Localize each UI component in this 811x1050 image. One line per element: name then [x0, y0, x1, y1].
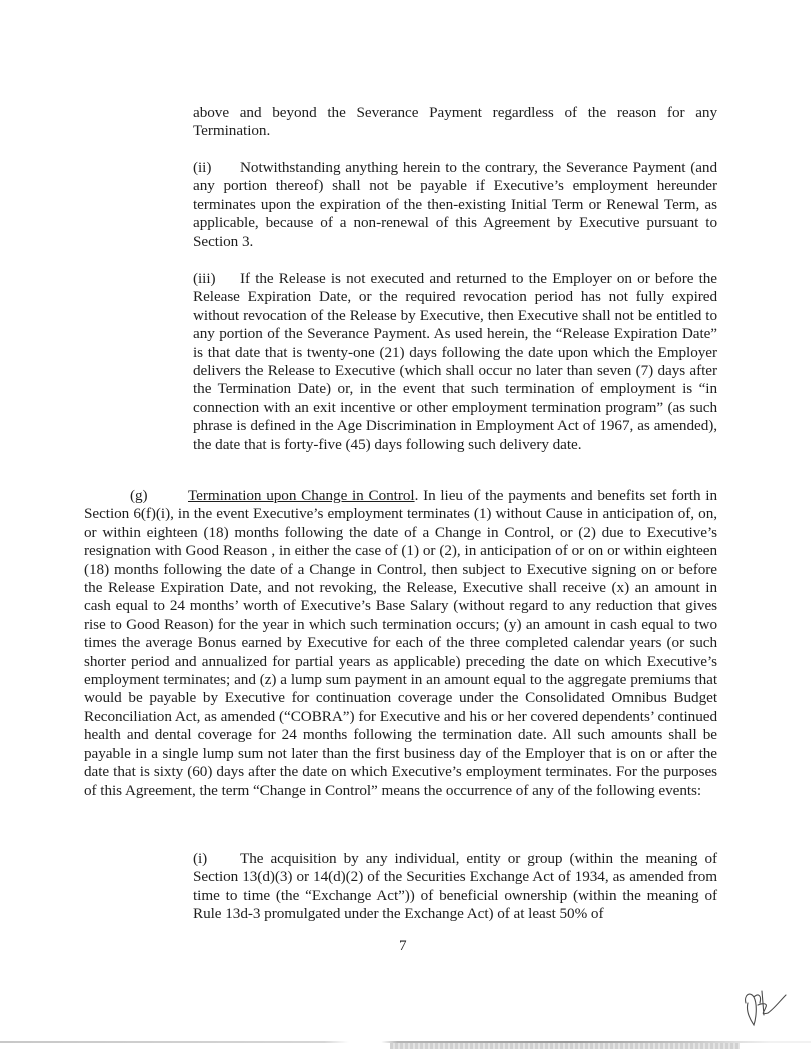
paragraph-label: (i) — [193, 850, 208, 867]
paragraph-i — [193, 850, 717, 924]
paragraph-label: (ii) — [193, 159, 212, 176]
paragraph-label: (iii) — [193, 270, 216, 287]
paragraph-text: . In lieu of the payments and benefits set forth in Section 6(f)(i), in the event Executive’s employment terminates (1) without Cause in anticipation of, on, or within eighteen (18) months following the date of a Change in Control, or (2) due to Executive’s resignation with Good Reason , in either the case of (1) or (2), in anticipation of or on or within eighteen (18) months following the date of a Change in Control, then subject to Executive signing on or before the Release Expiration Date, and not revoking, the Release, Executive shall receive (x) an amount in cash equal to 24 months’ worth of Executive’s Base Salary (without regard to any reduction that gives rise to Good Reason) for the year in which such termination occurs; (y) an amount in cash equal to two times the average Bonus earned by Executive for each of the three completed calendar years (or such shorter period and annualized for partial years as applicable) preceding the date on which Executive’s employment terminates; and (z) a lump sum payment in an amount equal to the aggregate premiums that would be payable by Executive for continuation coverage under the Consolidated Omnibus Budget Reconciliation Act, as amended (“COBRA”) for Executive and his or her covered dependents’ continued health and dental coverage for 24 months following the termination date. All such amounts shall be payable in a single lump sum not later than the first business day of the Employer that is on or after the date that is sixty (60) days after the date on which Executive’s employment terminates. For the purposes of this Agreement, the term “Change in Control” means the occurrence of any of the following events: — [84, 487, 717, 799]
paragraph-ii — [193, 159, 717, 251]
section-heading: Termination upon Change in Control — [188, 487, 415, 504]
paragraph-text: Notwithstanding anything herein to the contrary, the Severance Payment (and any portion thereof) shall not be payable if Executive’s employment hereunder terminates upon the expiration of the then-existing Initial Term or Renewal Term, as applicable, because of a non-renewal of this Agreement by Executive pursuant to Section 3. — [193, 159, 717, 250]
paragraph-continuation — [193, 104, 717, 141]
signature-initials-icon — [740, 985, 790, 1030]
paragraph-text: The acquisition by any individual, entity or group (within the meaning of Section 13(d)(3) or 14(d)(2) of the Securities Exchange Act of 1934, as amended from time to time (the “Exchange Act”)) of beneficial ownership (within the meaning of Rule 13d-3 promulgated under the Exchange Act) of at least 50% of — [193, 850, 717, 923]
paragraph-label: (g) — [130, 487, 148, 504]
paragraph-text: If the Release is not executed and returned to the Employer on or before the Release Expiration Date, or the required revocation period has not fully expired without revocation of the Release by Executive, then Executive shall not be entitled to any portion of the Severance Payment. As used herein, the “Release Expiration Date” is that date that is twenty-one (21) days following the date upon which the Employer delivers the Release to Executive (which shall occur no later than seven (7) days after the Termination Date) or, in the event that such termination of employment is “in connection with an exit incentive or other employment termination program” (as such phrase is defined in the Age Discrimination in Employment Act of 1967, as amended), the date that is forty-five (45) days following such delivery date. — [193, 270, 717, 453]
paragraph-text: above and beyond the Severance Payment regardless of the reason for any Termination. — [193, 104, 717, 140]
scan-edge-artifact — [390, 1043, 740, 1049]
page-number: 7 — [399, 937, 407, 954]
paragraph-iii — [193, 270, 717, 454]
paragraph-g — [84, 487, 717, 800]
